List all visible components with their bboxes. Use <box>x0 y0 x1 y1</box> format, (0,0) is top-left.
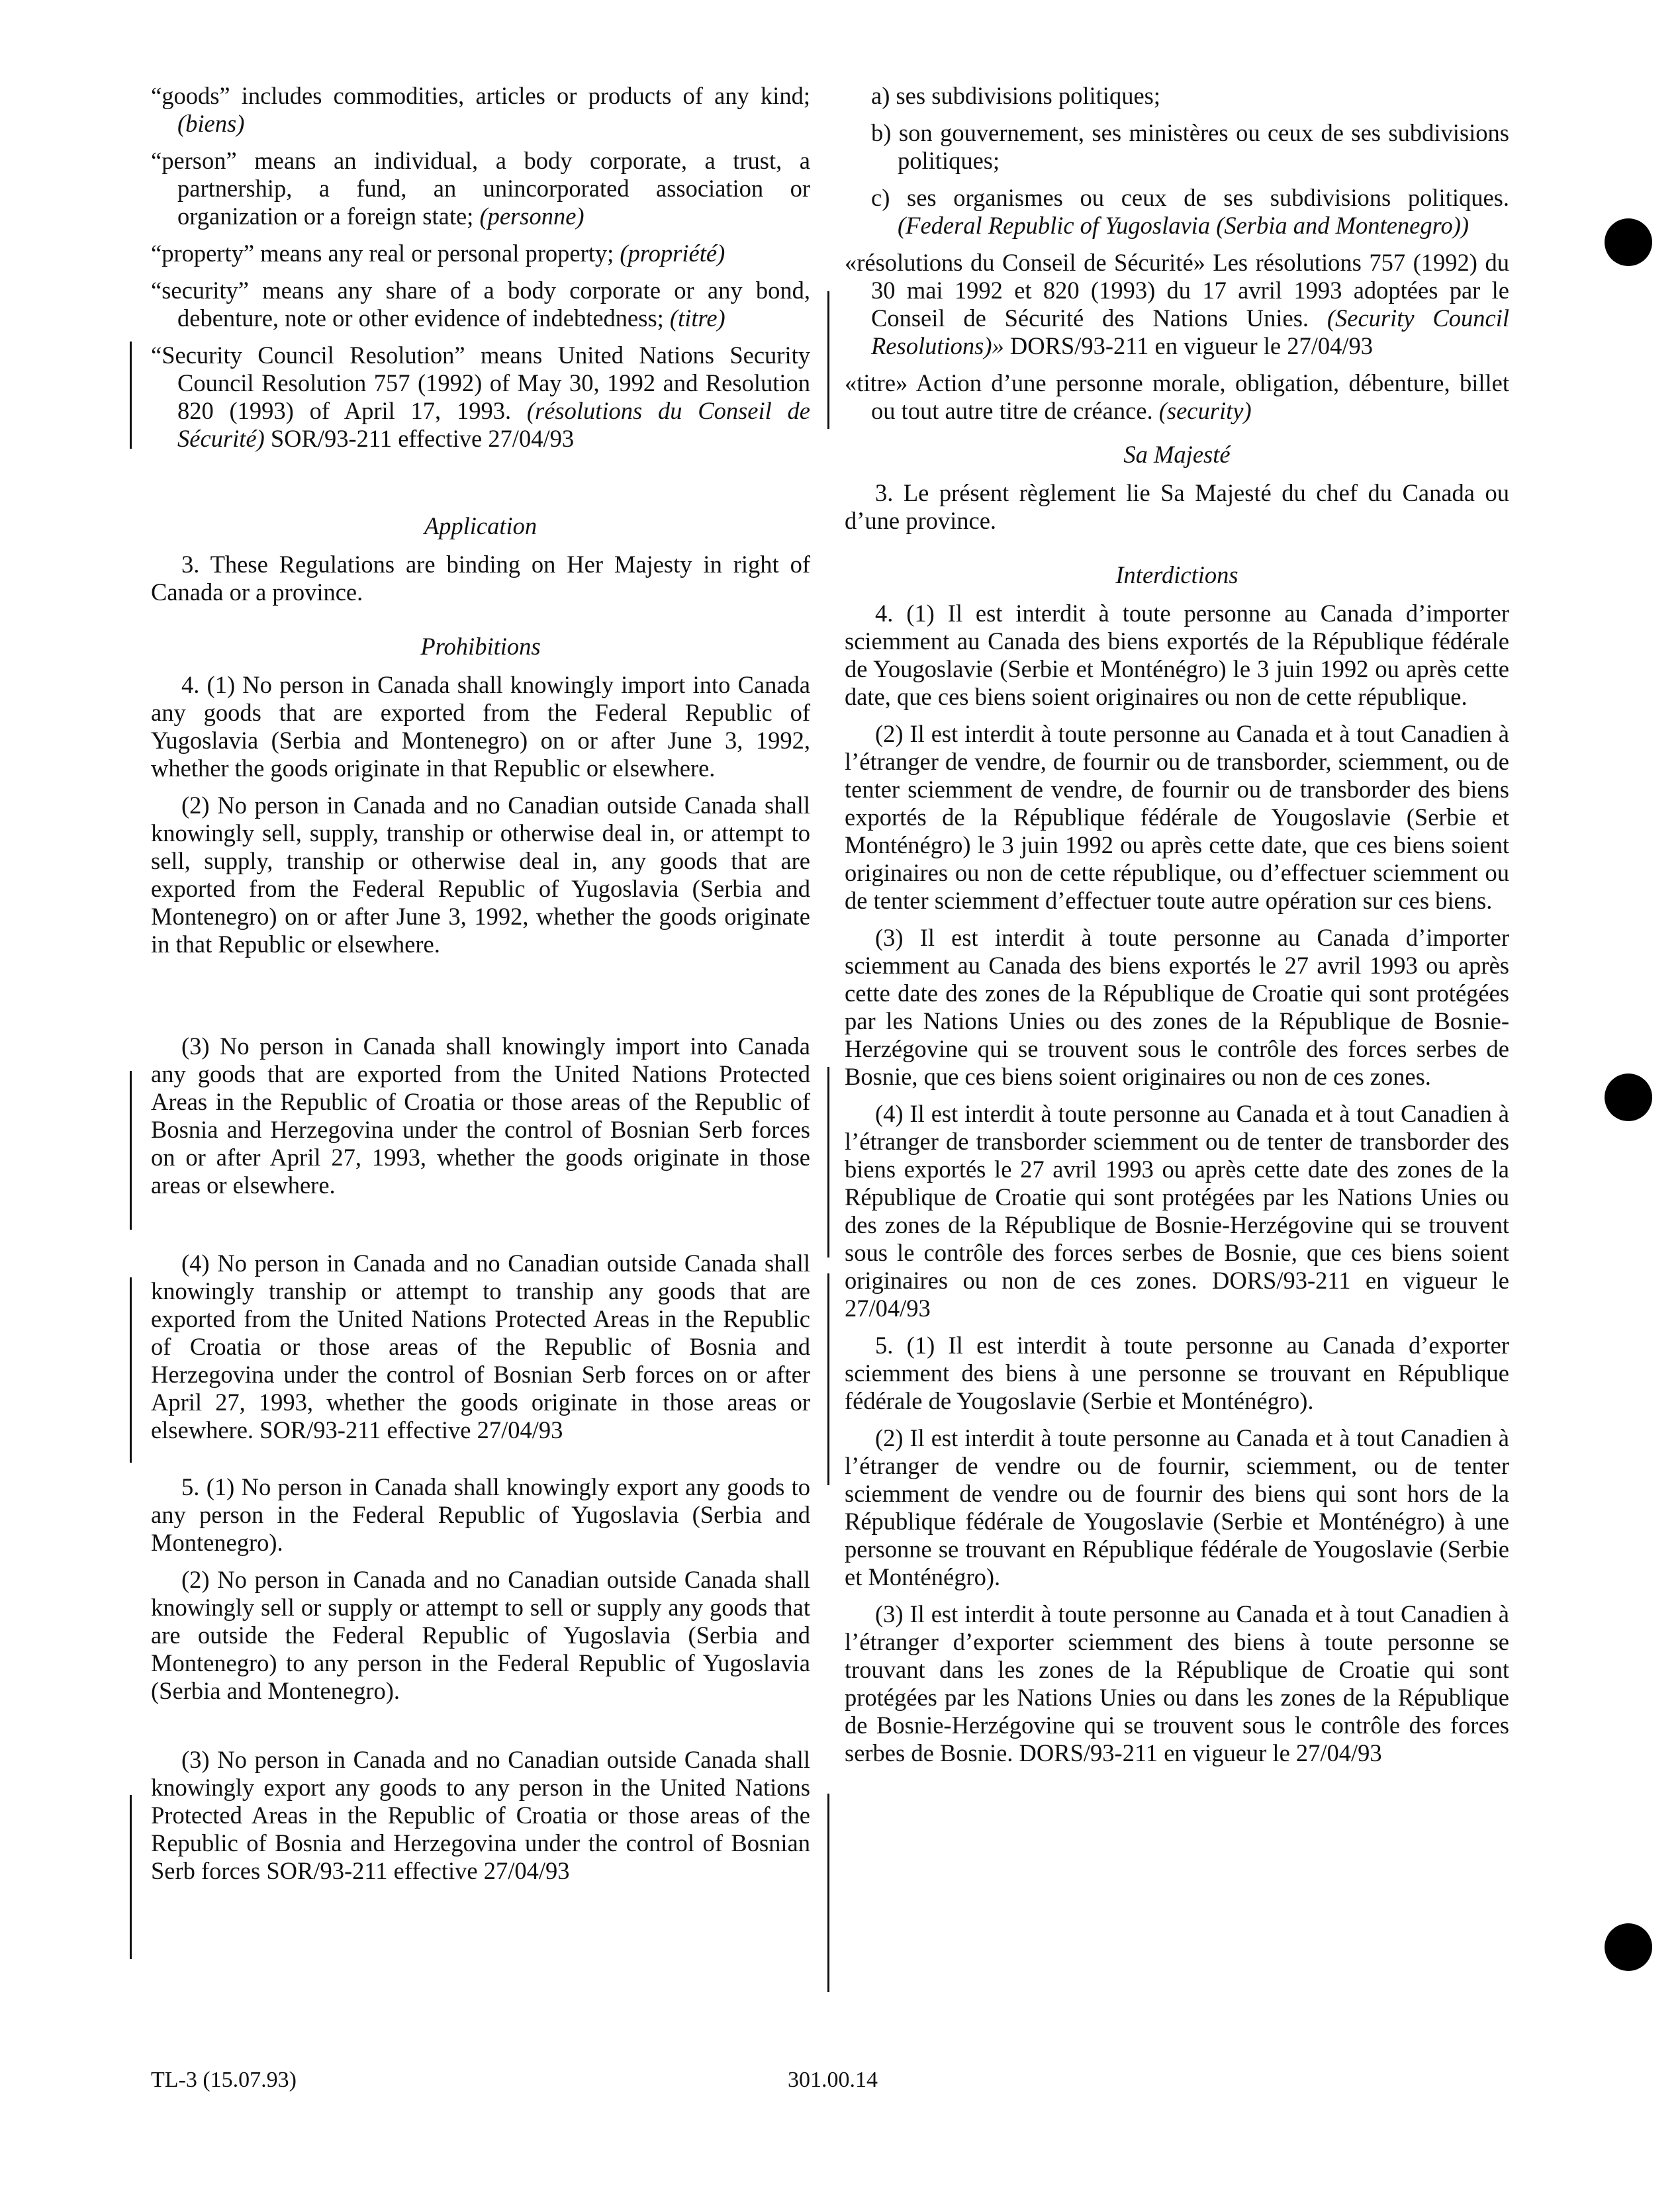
revision-bar <box>130 1277 132 1463</box>
footer-page-number: 301.00.14 <box>788 2068 878 2092</box>
section-5-1-en: 5. (1) No person in Canada shall knowingly export any goods to any person in the Federal Republic of Yugoslavia (Serbia and Montenegro). <box>151 1473 810 1556</box>
heading-application: Application <box>424 512 537 539</box>
footer-revision-code: TL-3 (15.07.93) <box>151 2068 297 2092</box>
section-4-2-fr: (2) Il est interdit à toute personne au Canada et à tout Canadien à l’étranger de vendre, de fournir ou de transborder, sciemment, ou de tenter sciemment de vendre, de fournir ou de transborder des biens exportés de la République fédérale de Yougoslavie (Serbie et Monténégro) le 3 juin 1992 ou après cette date, que ces biens soient originaires ou non de cette république, ou d’effectuer sciemment ou de tenter sciemment d’effectuer toute autre opération sur ces biens. <box>845 720 1509 914</box>
section-4-1-en: 4. (1) No person in Canada shall knowingly import into Canada any goods that are exported from the Federal Republic of Yugoslavia (Serbia and Montenegro) on or after June 3, 1992, whether the goods originate in that Republic or elsewhere. <box>151 671 810 782</box>
revision-bar <box>827 1794 829 1992</box>
section-5-1-fr: 5. (1) Il est interdit à toute personne au Canada d’exporter sciemment des biens à une personne se trouvant en République fédérale de Yougoslavie (Serbie et Monténégro). <box>845 1332 1509 1414</box>
section-4-1-fr: 4. (1) Il est interdit à toute personne au Canada d’importer sciemment au Canada des biens exportés de la République fédérale de Yougoslavie (Serbie et Monténégro) le 3 juin 1992 ou après cette date, que ces biens soient originaires ou non de cette république. <box>845 600 1509 710</box>
definition-goods: “goods” includes commodities, articles or products of any kind; (biens) <box>151 82 810 137</box>
heading-interdictions: Interdictions <box>1115 561 1238 588</box>
definition-property: “property” means any real or personal property; (propriété) <box>151 240 725 267</box>
section-4-4-en: (4) No person in Canada and no Canadian outside Canada shall knowingly tranship or attempt to tranship any goods that are exported from the United Nations Protected Areas in the Republic of Croatia or those areas of the Republic of Bosnia and Herzegovina under the control of Bosnian Serb forces on or after April 27, 1993, whether the goods originate in those areas or elsewhere. SOR/93-211 effective 27/04/93 <box>151 1250 810 1443</box>
heading-prohibitions: Prohibitions <box>420 633 541 660</box>
revision-bar <box>130 1795 132 1959</box>
section-5-3-fr: (3) Il est interdit à toute personne au Canada et à tout Canadien à l’étranger d’exporter sciemment des biens à toute personne se trouvant dans les zones de la République de Croatie qui sont protégées par les Nations Unies ou dans les zones de la République de Bosnie-Herzégovine qui se trouvent sous le contrôle des forces serbes de Bosnie. DORS/93-211 en vigueur le 27/04/93 <box>845 1600 1509 1766</box>
section-5-2-en: (2) No person in Canada and no Canadian outside Canada shall knowingly sell or supply or attempt to sell or supply any goods that are outside the Federal Republic of Yugoslavia (Serbia and Montenegro) to any person in the Federal Republic of Yugoslavia (Serbia and Montenegro). <box>151 1566 810 1704</box>
punch-hole <box>1605 218 1652 266</box>
definition-person: “person” means an individual, a body corporate, a trust, a partnership, a fund, an unincorporated association or organization or a foreign state; (personne) <box>151 147 810 230</box>
revision-bar <box>827 1273 829 1485</box>
english-column <box>151 82 810 1894</box>
section-5-3-en: (3) No person in Canada and no Canadian outside Canada shall knowingly export any goods to any person in the United Nations Protected Areas in the Republic of Croatia or those areas of the Republic of Bosnia and Herzegovina under the control of Bosnian Serb forces SOR/93-211 effective 27/04/93 <box>151 1746 810 1884</box>
revision-bar <box>130 342 132 449</box>
definition-security-council-resolution: “Security Council Resolution” means United Nations Security Council Resolution 757 (1992) of May 30, 1992 and Resolution 820 (1993) of April 17, 1993. (résolutions du Conseil de Sécurité) SOR/93-211 effective 27/04/93 <box>151 342 811 452</box>
subdivision-c: c) ses organismes ou ceux de ses subdivisions politiques. (Federal Republic of Yugoslavia (Serbia and Montenegro)) <box>871 184 1509 239</box>
revision-bar <box>827 291 829 429</box>
definition-titre: «titre» Action d’une personne morale, obligation, débenture, billet ou tout autre titre de créance. (security) <box>845 369 1509 424</box>
section-5-2-fr: (2) Il est interdit à toute personne au Canada et à tout Canadien à l’étranger de vendre ou de fournir, sciemment, ou de tenter sciemment de vendre ou de fournir des biens qui sont hors de la République fédérale de Yougoslavie (Serbie et Monténégro) à une personne se trouvant en République fédérale de Yougoslavie (Serbie et Monténégro). <box>845 1424 1509 1590</box>
revision-bar <box>130 1071 132 1230</box>
punch-hole <box>1605 1923 1652 1971</box>
section-3-en: 3. These Regulations are binding on Her Majesty in right of Canada or a province. <box>151 551 810 606</box>
section-4-3-fr: (3) Il est interdit à toute personne au Canada d’importer sciemment au Canada des biens exportés le 27 avril 1993 ou après cette date des zones de la République de Croatie qui sont protégées par les Nations Unies ou des zones de la République de Bosnie-Herzégovine qui se trouvent sous le contrôle des forces serbes de Bosnie, que ces biens soient originaires ou non de ces zones. <box>845 924 1509 1090</box>
section-4-2-en: (2) No person in Canada and no Canadian outside Canada shall knowingly sell, supply, tranship or otherwise deal in, or attempt to sell, supply, tranship or otherwise deal in, any goods that are exported from the Federal Republic of Yugoslavia (Serbia and Montenegro) on or after June 3, 1992, whether the goods originate in that Republic or elsewhere. <box>151 792 810 958</box>
section-4-4-fr: (4) Il est interdit à toute personne au Canada et à tout Canadien à l’étranger de transborder sciemment ou de tenter de transborder des biens exportés le 27 avril 1993 ou après cette date des zones de la République de Croatie qui sont protégées par les Nations Unies ou des zones de la République de Bosnie-Herzégovine qui se trouvent sous le contrôle des forces serbes de Bosnie, que ces biens soient originaires ou non de ces zones. DORS/93-211 en vigueur le 27/04/93 <box>845 1100 1509 1322</box>
punch-hole <box>1605 1074 1652 1121</box>
section-4-3-en: (3) No person in Canada shall knowingly import into Canada any goods that are exported from the United Nations Protected Areas in the Republic of Croatia or those areas of the Republic of Bosnia and Herzegovina under the control of Bosnian Serb forces on or after April 27, 1993, whether the goods originate in those areas or elsewhere. <box>151 1032 810 1199</box>
french-column <box>845 82 1509 1776</box>
definition-security: “security” means any share of a body corporate or any bond, debenture, note or other evidence of indebtedness; (titre) <box>151 277 810 332</box>
section-3-fr: 3. Le présent règlement lie Sa Majesté du chef du Canada ou d’une province. <box>845 479 1509 534</box>
heading-sa-majeste: Sa Majesté <box>1123 441 1231 468</box>
subdivision-a: a) ses subdivisions politiques; <box>871 82 1160 109</box>
subdivision-b: b) son gouvernement, ses ministères ou ceux de ses subdivisions politiques; <box>871 119 1509 174</box>
definition-resolutions: «résolutions du Conseil de Sécurité» Les résolutions 757 (1992) du 30 mai 1992 et 820 (1993) du 17 avril 1993 adoptées par le Conseil de Sécurité des Nations Unies. (Security Council Resolutions)» DORS/93-211 en vigueur le 27/04/93 <box>845 249 1509 359</box>
revision-bar <box>827 1067 829 1258</box>
